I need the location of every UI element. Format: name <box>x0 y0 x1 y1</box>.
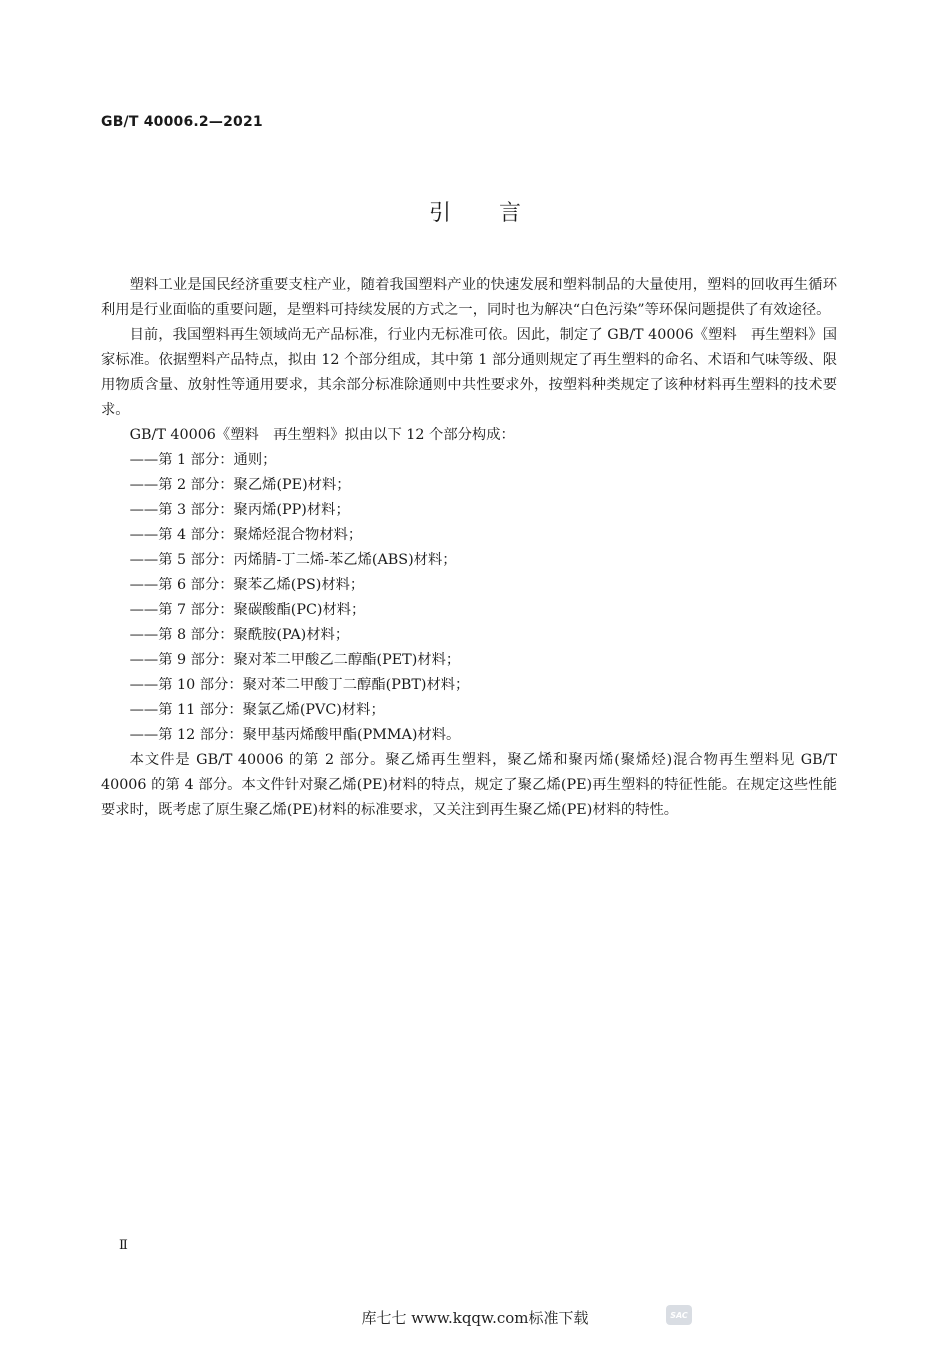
standard-code: GB/T 40006.2—2021 <box>101 114 263 130</box>
list-item: ——第 9 部分：聚对苯二甲酸乙二醇酯(PET)材料； <box>129 652 461 668</box>
document-body <box>101 273 837 823</box>
paragraph: GB/T 40006《塑料 再生塑料》拟由以下 12 个部分构成： <box>129 427 515 443</box>
list-item: ——第 12 部分：聚甲基丙烯酸甲酯(PMMA)材料。 <box>129 727 461 743</box>
sac-logo-icon: SAC <box>666 1305 692 1325</box>
paragraph: 塑料工业是国民经济重要支柱产业，随着我国塑料产业的快速发展和塑料制品的大量使用，塑料的回收再生循环利用是行业面临的重要问题，是塑料可持续发展的方式之一，同时也为解决“白色污染”等环保问题提供了有效途径。 <box>101 277 837 318</box>
list-item: ——第 7 部分：聚碳酸酯(PC)材料； <box>129 602 366 618</box>
parts-list <box>101 448 837 748</box>
list-item: ——第 5 部分：丙烯腈-丁二烯-苯乙烯(ABS)材料； <box>129 552 457 568</box>
list-item: ——第 3 部分：聚丙烯(PP)材料； <box>129 502 350 518</box>
list-item: ——第 4 部分：聚烯烃混合物材料； <box>129 527 363 543</box>
section-title: 引言 <box>428 201 569 226</box>
list-item: ——第 6 部分：聚苯乙烯(PS)材料； <box>129 577 365 593</box>
list-item: ——第 1 部分：通则； <box>129 452 277 468</box>
paragraph: 目前，我国塑料再生领域尚无产品标准，行业内无标准可依。因此，制定了 GB/T 40006《塑料 再生塑料》国家标准。依据塑料产品特点，拟由 12 个部分组成，其中第 1 部分通则规定了再生塑料的命名、术语和气味等级、限用物质含量、放射性等通用要求，其余部分标准除通则中共性要求外，按塑料种类规定了该种材料再生塑料的技术要求。 <box>101 327 837 418</box>
page-number: Ⅱ <box>119 1238 128 1253</box>
list-item: ——第 8 部分：聚酰胺(PA)材料； <box>129 627 350 643</box>
paragraph: 本文件是 GB/T 40006 的第 2 部分。聚乙烯再生塑料，聚乙烯和聚丙烯(聚烯烃)混合物再生塑料见 GB/T 40006 的第 4 部分。本文件针对聚乙烯(PE)材料的特点，规定了聚乙烯(PE)再生塑料的特征性能。在规定这些性能要求时，既考虑了原生聚乙烯(PE)材料的标准要求，又关注到再生聚乙烯(PE)材料的特性。 <box>101 752 837 818</box>
list-item: ——第 10 部分：聚对苯二甲酸丁二醇酯(PBT)材料； <box>129 677 470 693</box>
list-item: ——第 11 部分：聚氯乙烯(PVC)材料； <box>129 702 385 718</box>
footer-watermark: 库七七 www.kqqw.com标准下载 <box>361 1309 589 1327</box>
list-item: ——第 2 部分：聚乙烯(PE)材料； <box>129 477 351 493</box>
